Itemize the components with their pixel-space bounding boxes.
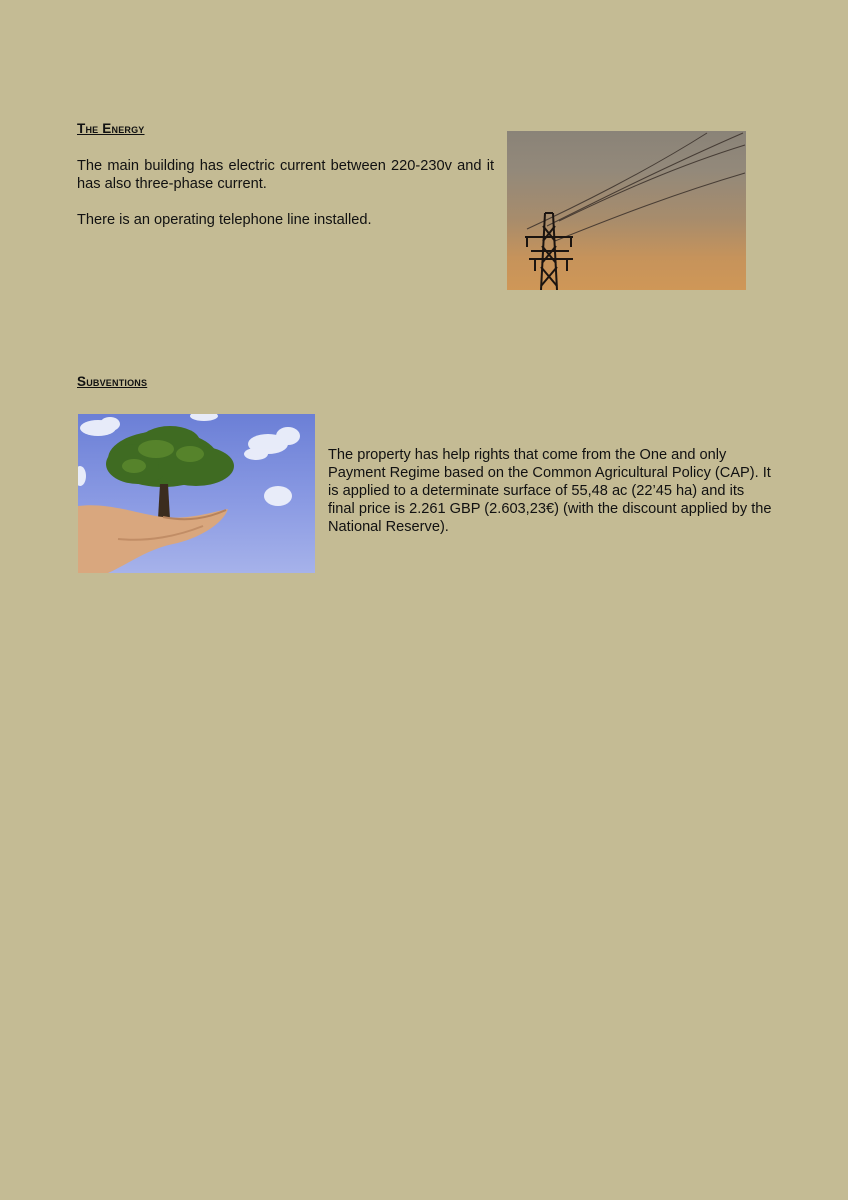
power-line-photo <box>507 131 746 290</box>
section-heading-energy: The Energy <box>77 121 145 136</box>
section-heading-subventions: Subventions <box>77 374 148 389</box>
energy-paragraph-electric: The main building has electric current between 220-230v and it has also three-phase current. <box>77 158 494 192</box>
energy-paragraph-telephone: There is an operating telephone line installed. <box>77 212 372 228</box>
tree-in-hand-photo <box>78 414 315 573</box>
subventions-paragraph: The property has help rights that come from the One and only Payment Regime based on the Common Agricultural Policy (CAP). It is applied to a determinate surface of 55,48 ac (22’45 ha) and its final price is 2.261 GBP (2.603,23€) (with the discount applied by the National Reserve). <box>328 447 772 535</box>
